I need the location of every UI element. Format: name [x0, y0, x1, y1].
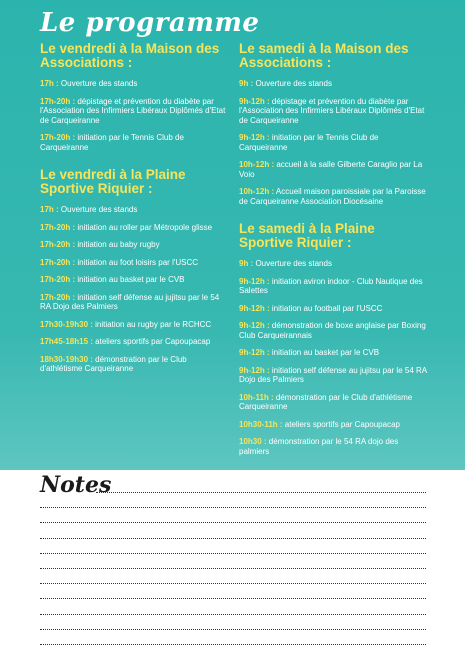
- item-time: 18h30-19h30 :: [40, 354, 93, 364]
- list-item: [40, 133, 228, 152]
- list-item: [40, 205, 228, 215]
- item-time: 9h-12h :: [239, 348, 270, 357]
- list-item: [239, 187, 429, 206]
- note-line: [96, 492, 426, 493]
- list-item: [40, 97, 228, 126]
- section-title: Le vendredi à la Plaine Sportive Riquier :: [40, 167, 186, 196]
- note-line: [40, 583, 426, 584]
- list-item: [239, 321, 429, 340]
- list-item: [40, 79, 228, 89]
- item-time: 17h-20h :: [40, 96, 76, 106]
- item-text: initiation au foot loisirs par l'USCC: [75, 257, 199, 267]
- item-time: 9h :: [239, 79, 254, 88]
- note-line: [40, 614, 426, 615]
- item-time: 10h30-11h :: [239, 419, 283, 429]
- item-time: 17h-20h :: [40, 133, 76, 142]
- item-time: 10h30 :: [239, 437, 267, 446]
- item-text: initiation self défense au jujitsu par le 54 RA Dojo des Palmiers: [239, 365, 427, 384]
- item-text: ateliers sportifs par Capoupacap: [92, 337, 211, 346]
- item-text: initiation self défense au jujitsu par le 54 RA Dojo des Palmiers: [40, 292, 220, 311]
- item-time: 17h-20h :: [40, 240, 76, 249]
- section-friday-maison: [40, 42, 228, 152]
- item-text: initiation au football par l'USCC: [269, 303, 383, 313]
- item-time: 10h-12h :: [239, 187, 275, 196]
- section-title: Le samedi à la Maison des Associations :: [239, 41, 409, 70]
- item-text: ateliers sportifs par Capoupacap: [282, 419, 400, 429]
- item-text: dépistage et prévention du diabète par l'Association des Infirmiers Libéraux Diplômés d'Etat de Carqueiranne: [40, 96, 226, 125]
- note-line: [40, 598, 426, 599]
- item-time: 17h45-18h15 :: [40, 337, 93, 346]
- list-item: [239, 393, 429, 412]
- notes-title: Notes: [40, 472, 112, 498]
- list-item: [40, 337, 228, 347]
- list-item: [40, 275, 228, 285]
- item-text: initiation au rugby par le RCHCC: [92, 319, 212, 329]
- note-line: [40, 553, 426, 554]
- list-item: [239, 79, 429, 89]
- list-item: [40, 258, 228, 268]
- item-time: 9h-12h :: [239, 365, 270, 375]
- item-time: 9h-12h :: [239, 133, 270, 142]
- note-line: [40, 644, 426, 645]
- section-friday-plaine: [40, 168, 228, 374]
- page-title: Le programme: [40, 8, 260, 38]
- item-time: 9h-12h :: [239, 276, 270, 286]
- note-line: [40, 507, 426, 508]
- item-time: 9h-12h :: [239, 303, 270, 313]
- list-item: [239, 437, 429, 456]
- item-time: 17h-20h :: [40, 275, 76, 284]
- note-line: [40, 568, 426, 569]
- list-item: [239, 97, 429, 126]
- note-line: [40, 538, 426, 539]
- item-text: Ouverture des stands: [253, 79, 332, 88]
- item-text: démonstration de boxe anglaise par Boxing Club Carqueirannais: [239, 321, 426, 340]
- section-saturday-maison: [239, 42, 429, 206]
- item-time: 17h-20h :: [40, 257, 76, 267]
- section-saturday-plaine: [239, 222, 429, 456]
- list-item: [40, 223, 228, 233]
- list-item: [239, 277, 429, 296]
- item-time: 10h-12h :: [239, 160, 275, 169]
- item-text: Accueil maison paroissiale par la Paroisse de Carqueiranne Association Diocésaine: [239, 187, 426, 206]
- note-line: [40, 522, 426, 523]
- list-item: [40, 240, 228, 250]
- list-item: [40, 355, 228, 374]
- list-item: [239, 366, 429, 385]
- item-text: Ouverture des stands: [58, 205, 138, 214]
- item-text: initiation au basket par le CVB: [269, 348, 380, 357]
- item-text: initiation par le Tennis Club de Carqueiranne: [239, 133, 379, 152]
- item-time: 10h-11h :: [239, 392, 274, 402]
- list-item: [239, 133, 429, 152]
- item-time: 17h :: [40, 205, 59, 214]
- item-text: accueil à la salle Gilberte Caraglio par La Voio: [239, 160, 423, 179]
- item-time: 9h-12h :: [239, 96, 270, 106]
- list-item: [239, 420, 429, 430]
- item-text: initiation au roller par Métropole glisse: [75, 222, 213, 232]
- item-text: démonstration par le Club d'athlétisme Carqueiranne: [239, 392, 413, 411]
- item-time: 17h :: [40, 79, 59, 88]
- list-item: [239, 304, 429, 314]
- item-text: initiation par le Tennis Club de Carqueiranne: [40, 133, 184, 152]
- item-text: initiation aviron indoor - Club Nautique des Salettes: [239, 276, 423, 295]
- list-item: [239, 259, 429, 269]
- item-time: 17h30-19h30 :: [40, 319, 93, 329]
- item-time: 17h-20h :: [40, 292, 76, 302]
- item-text: démonstration par le Club d'athlétisme Carqueiranne: [40, 354, 187, 373]
- item-text: initiation au basket par le CVB: [75, 275, 185, 284]
- list-item: [40, 293, 228, 312]
- note-line: [40, 629, 426, 630]
- notes-lines: [40, 492, 426, 659]
- item-time: 9h-12h :: [239, 321, 270, 330]
- list-item: [239, 348, 429, 358]
- left-column: [40, 42, 228, 382]
- item-text: Ouverture des stands: [253, 259, 332, 268]
- item-text: dépistage et prévention du diabète par l'Association des Infirmiers Libéraux Diplômés d'Etat de Carqueiranne: [239, 96, 425, 125]
- section-title: Le vendredi à la Maison des Associations :: [40, 41, 220, 70]
- section-title: Le samedi à la Plaine Sportive Riquier :: [239, 221, 375, 250]
- right-column: [239, 42, 429, 464]
- item-text: initiation au baby rugby: [75, 240, 160, 249]
- item-time: 9h :: [239, 259, 254, 268]
- item-text: Ouverture des stands: [58, 79, 138, 88]
- list-item: [239, 160, 429, 179]
- item-text: démonstration par le 54 RA dojo des palmiers: [239, 437, 399, 456]
- item-time: 17h-20h :: [40, 222, 76, 232]
- list-item: [40, 320, 228, 330]
